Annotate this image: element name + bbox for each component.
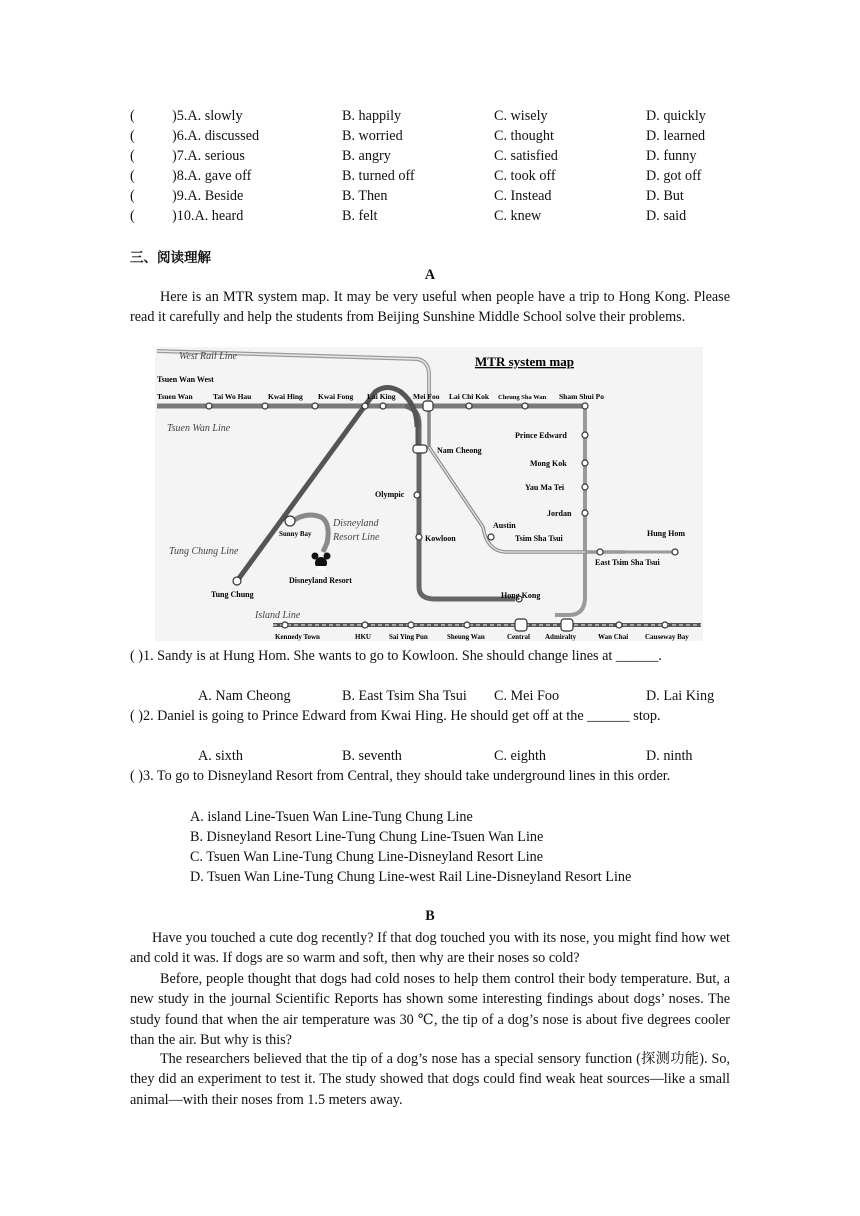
station-marker xyxy=(582,460,588,466)
interchange-marker xyxy=(515,619,527,631)
station-label: Tsim Sha Tsui xyxy=(515,534,563,543)
station-label: Tai Wo Hau xyxy=(213,392,252,401)
station-marker xyxy=(597,549,603,555)
option-d: D. But xyxy=(646,188,684,204)
station-marker xyxy=(582,432,588,438)
station-label: Causeway Bay xyxy=(645,633,689,641)
station-label: Central xyxy=(507,633,530,641)
option-a: A. island Line-Tsuen Wan Line-Tung Chung Line xyxy=(190,809,473,825)
option-c: C. Mei Foo xyxy=(494,688,560,704)
disneyland-line-label: Resort Line xyxy=(333,532,380,543)
answer-paren: ( xyxy=(130,108,135,124)
station-label: Mei Foo xyxy=(413,392,440,401)
option-c: C. thought xyxy=(494,128,554,144)
station-label: Cheung Sha Wan xyxy=(498,394,547,401)
cloze-option-row xyxy=(130,106,730,126)
station-marker xyxy=(380,403,386,409)
option-b: B. worried xyxy=(342,128,403,144)
station-label: Olympic xyxy=(375,490,405,499)
option-b: B. East Tsim Sha Tsui xyxy=(342,688,467,704)
option-b: B. Disneyland Resort Line-Tung Chung Line-Tsuen Wan Line xyxy=(190,829,544,845)
option-c: C. eighth xyxy=(494,748,547,764)
option-d: D. said xyxy=(646,208,687,224)
station-label: Sai Ying Pun xyxy=(389,633,428,641)
station-label: Lai Chi Kok xyxy=(449,392,490,401)
option-b: B. felt xyxy=(342,208,378,224)
option-c: C. Instead xyxy=(494,188,552,204)
option-d: D. funny xyxy=(646,148,697,164)
station-label: Hong Kong xyxy=(501,591,541,600)
station-marker xyxy=(312,403,318,409)
station-marker xyxy=(416,534,422,540)
station-label: Admiralty xyxy=(545,633,577,641)
question-1-stem: ( )1. Sandy is at Hung Hom. She wants to go to Kowloon. She should change lines at ______. xyxy=(130,648,662,664)
option-c: C. took off xyxy=(494,168,556,184)
option-a: )8.A. gave off xyxy=(172,168,252,184)
option-b: B. happily xyxy=(342,108,402,124)
island-line-label: Island Line xyxy=(255,610,301,621)
option-c: C. wisely xyxy=(494,108,548,124)
option-b: B. Then xyxy=(342,188,388,204)
question-1-options xyxy=(130,686,730,706)
station-label: HKU xyxy=(355,633,371,641)
station-label: Kennedy Town xyxy=(275,633,320,641)
station-label: Prince Edward xyxy=(515,431,567,440)
station-marker xyxy=(233,577,241,585)
station-marker xyxy=(488,534,494,540)
map-title: MTR system map xyxy=(475,354,574,369)
station-marker xyxy=(362,622,368,628)
answer-paren: ( xyxy=(130,128,135,144)
station-label: Tsuen Wan West xyxy=(157,375,214,384)
option-a: )6.A. discussed xyxy=(172,128,260,144)
station-marker xyxy=(616,622,622,628)
station-marker xyxy=(206,403,212,409)
station-label: Sham Shui Po xyxy=(559,392,605,401)
option-a: )5.A. slowly xyxy=(172,108,243,124)
answer-paren: ( xyxy=(130,188,135,204)
tung-chung-line-label: Tung Chung Line xyxy=(169,546,239,557)
disneyland-line-label: Disneyland xyxy=(333,518,379,529)
option-d: D. Lai King xyxy=(646,688,715,704)
option-b: B. seventh xyxy=(342,748,402,764)
option-a: )10.A. heard xyxy=(172,208,244,224)
cloze-option-row xyxy=(130,146,730,166)
cloze-option-row xyxy=(130,206,730,226)
option-c: C. knew xyxy=(494,208,542,224)
station-label: Austin xyxy=(493,521,516,530)
station-marker xyxy=(464,622,470,628)
station-label: Yau Ma Tei xyxy=(525,483,565,492)
option-d: D. learned xyxy=(646,128,706,144)
interchange-marker xyxy=(561,619,573,631)
west-rail-line-label: West Rail Line xyxy=(179,351,237,362)
option-b: B. turned off xyxy=(342,168,415,184)
station-label: Hung Hom xyxy=(647,529,686,538)
station-marker xyxy=(414,492,420,498)
option-b: B. angry xyxy=(342,148,391,164)
station-label: Sheung Wan xyxy=(447,633,485,641)
station-marker xyxy=(582,510,588,516)
station-label: Kwai Fong xyxy=(318,392,354,401)
interchange-marker xyxy=(285,516,295,526)
station-marker xyxy=(582,484,588,490)
station-marker xyxy=(672,549,678,555)
section-title: 三、阅读理解 xyxy=(130,250,211,266)
option-d: D. got off xyxy=(646,168,702,184)
option-d: D. quickly xyxy=(646,108,706,124)
passage-b-paragraph-1: Have you touched a cute dog recently? If that dog touched you with its nose, you might find how wet and cold it was. If dogs are so warm and soft, then why are their noses so cold? xyxy=(130,930,730,967)
cloze-option-row xyxy=(130,126,730,146)
interchange-marker xyxy=(413,445,427,453)
station-label: Jordan xyxy=(547,509,572,518)
station-label: Lai King xyxy=(367,392,396,401)
station-label: Tung Chung xyxy=(211,590,254,599)
answer-paren: ( xyxy=(130,208,135,224)
station-marker xyxy=(466,403,472,409)
station-marker xyxy=(362,403,368,409)
question-2-options xyxy=(130,746,730,766)
station-label: Kwai Hing xyxy=(268,392,303,401)
station-marker xyxy=(282,622,288,628)
station-label: Mong Kok xyxy=(530,459,567,468)
tsuen-wan-line-label: Tsuen Wan Line xyxy=(167,423,231,434)
passage-letter: A xyxy=(424,267,436,283)
cloze-option-row xyxy=(130,186,730,206)
station-marker xyxy=(522,403,528,409)
option-c: C. satisfied xyxy=(494,148,558,164)
station-label: Sunny Bay xyxy=(279,530,312,538)
answer-paren: ( xyxy=(130,168,135,184)
station-label: Wan Chai xyxy=(598,633,629,641)
station-label: Disneyland Resort xyxy=(289,576,352,585)
station-label: Kowloon xyxy=(425,534,456,543)
station-marker xyxy=(262,403,268,409)
passage-b-paragraph-2: Before, people thought that dogs had cold noses to help them control their body temperature. But, a new study in the journal Scientific Reports has shown some interesting findings about dogs’ noses. The study found that when the air temperature was 30 ℃, the tip of a dog’s nose is about five degrees cooler than the air. But why is this? xyxy=(130,971,730,1048)
passage-b-paragraph-3: The researchers believed that the tip of a dog’s nose has a special sensory function (探测功能). So, they did an experiment to test it. The study showed that dogs could find weak heat sources—like a small animal—with their noses from 1.5 meters away. xyxy=(130,1051,730,1108)
station-marker xyxy=(582,403,588,409)
mtr-map xyxy=(155,347,703,641)
question-2-stem: ( )2. Daniel is going to Prince Edward from Kwai Hing. He should get off at the ______ stop. xyxy=(130,708,661,724)
station-label: East Tsim Sha Tsui xyxy=(595,558,660,567)
station-marker xyxy=(408,622,414,628)
option-a: )7.A. serious xyxy=(172,148,245,164)
option-a: A. Nam Cheong xyxy=(198,688,291,704)
interchange-marker xyxy=(423,401,433,411)
station-label: Nam Cheong xyxy=(437,446,482,455)
cloze-option-row xyxy=(130,166,730,186)
passage-intro: Here is an MTR system map. It may be very useful when people have a trip to Hong Kong. Please read it carefully and help the students from Beijing Sunshine Middle School solve their problems. xyxy=(130,289,730,326)
question-3-stem: ( )3. To go to Disneyland Resort from Central, they should take underground lines in this order. xyxy=(130,768,671,784)
option-a: A. sixth xyxy=(198,748,243,764)
option-a: )9.A. Beside xyxy=(172,188,244,204)
passage-letter: B xyxy=(425,908,435,924)
option-d: D. ninth xyxy=(646,748,693,764)
station-label: Tsuen Wan xyxy=(157,392,193,401)
answer-paren: ( xyxy=(130,148,135,164)
option-c: C. Tsuen Wan Line-Tung Chung Line-Disneyland Resort Line xyxy=(190,849,544,865)
station-marker xyxy=(662,622,668,628)
option-d: D. Tsuen Wan Line-Tung Chung Line-west Rail Line-Disneyland Resort Line xyxy=(190,869,632,885)
